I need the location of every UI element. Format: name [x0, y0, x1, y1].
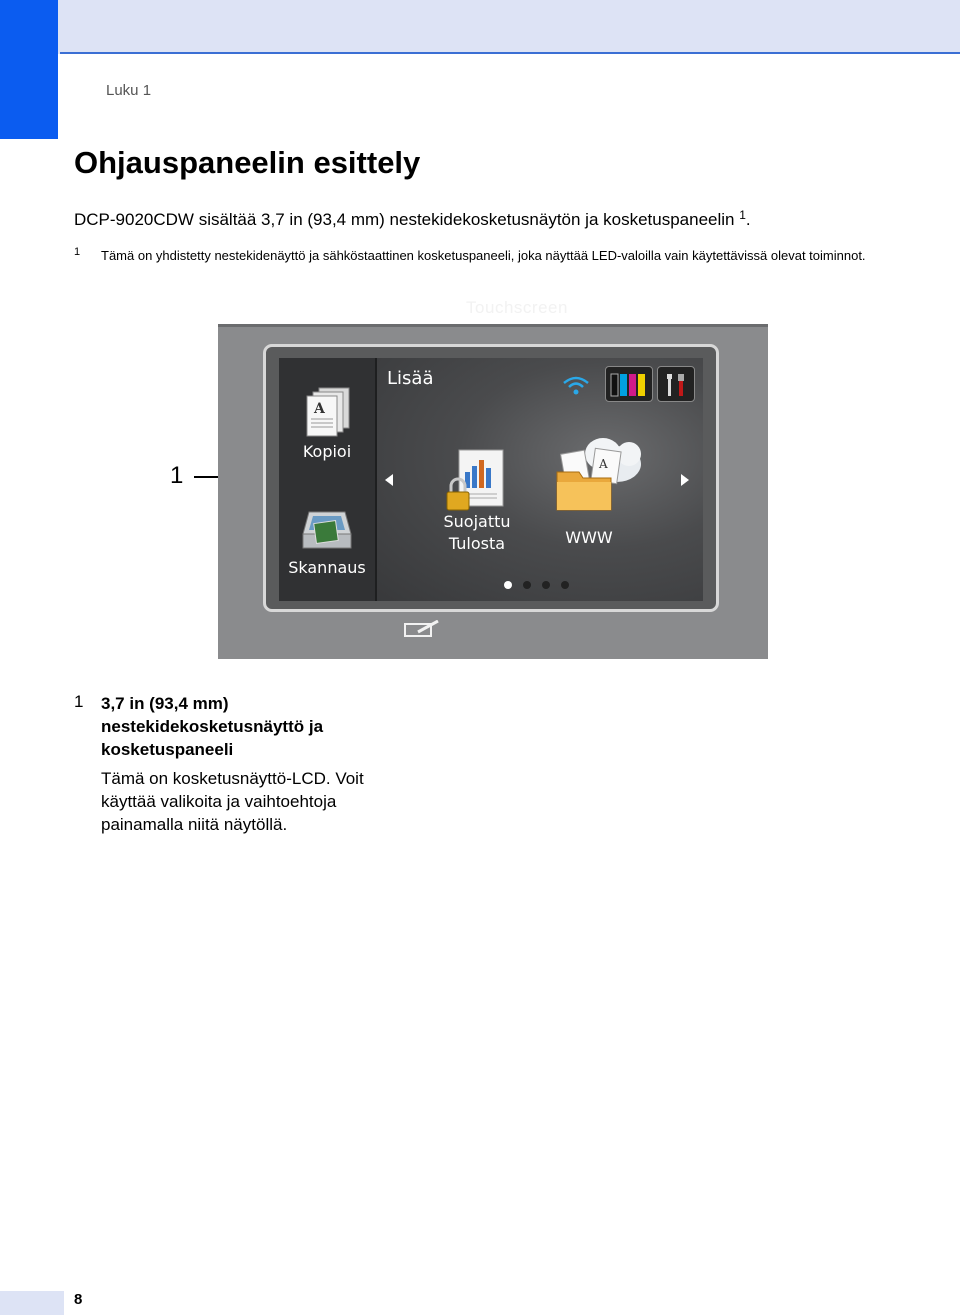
intro-paragraph	[74, 210, 751, 230]
page-dot-4[interactable]	[561, 581, 569, 589]
footnote-number: 1	[74, 246, 81, 258]
svg-text:A: A	[314, 401, 325, 417]
top-band-rule	[60, 52, 960, 54]
secure-print-icon[interactable]	[445, 448, 507, 514]
secure-print-label-line1: Suojattu	[443, 512, 511, 531]
wifi-icon[interactable]	[561, 374, 591, 396]
toner-icon	[610, 372, 648, 398]
page-dot-1[interactable]	[504, 581, 512, 589]
page-dot-2[interactable]	[523, 581, 531, 589]
page-number: 8	[74, 1291, 83, 1308]
intro-end: .	[745, 210, 751, 229]
arrow-left-icon[interactable]	[383, 472, 395, 488]
arrow-right-icon[interactable]	[679, 472, 691, 488]
tools-icon	[663, 372, 689, 398]
scan-label: Skannaus	[288, 558, 366, 577]
footnote-text: Tämä on yhdistetty nestekidenäyttö ja sähköstaattinen kosketuspaneeli, joka näyttää LED-valoilla vain käytettävissä olevat toiminnot.	[101, 248, 866, 263]
svg-text:A: A	[599, 457, 608, 471]
web-folder-cloud-icon[interactable]	[553, 432, 645, 514]
control-panel-figure	[218, 324, 768, 659]
intro-text: DCP-9020CDW sisältää 3,7 in (93,4 mm) nestekidekosketusnäytön ja kosketuspaneelin	[74, 210, 735, 229]
chapter-label: Luku 1	[106, 82, 152, 99]
footer-band	[0, 1291, 64, 1315]
copy-label: Kopioi	[302, 442, 352, 461]
description-number: 1	[74, 692, 84, 711]
touchscreen-display	[279, 358, 703, 601]
secure-print-label-line2: Tulosta	[448, 534, 506, 553]
web-label: WWW	[565, 528, 613, 547]
top-band	[0, 0, 960, 54]
copy-icon[interactable]	[305, 386, 353, 438]
description-body: Tämä on kosketusnäyttö-LCD. Voit käyttää valikoita ja vaihtoehtoja painamalla niitä näytöllä.	[101, 769, 364, 834]
more-label: Lisää	[387, 368, 434, 389]
page-title: Ohjauspaneelin esittely	[74, 145, 421, 180]
scanner-icon[interactable]	[301, 508, 353, 554]
chapter-tab	[0, 0, 58, 139]
screen-background	[375, 358, 703, 601]
panel-top-edge	[218, 324, 768, 327]
description-heading: 3,7 in (93,4 mm) nestekidekosketusnäyttö ja kosketuspaneeli	[101, 694, 324, 759]
footnote-ref: 1	[739, 208, 746, 222]
callout-number: 1	[170, 462, 184, 489]
page-dot-3[interactable]	[542, 581, 550, 589]
touchscreen-brand-label: Touchscreen	[466, 298, 568, 317]
touchscreen-logo-icon	[404, 620, 440, 638]
